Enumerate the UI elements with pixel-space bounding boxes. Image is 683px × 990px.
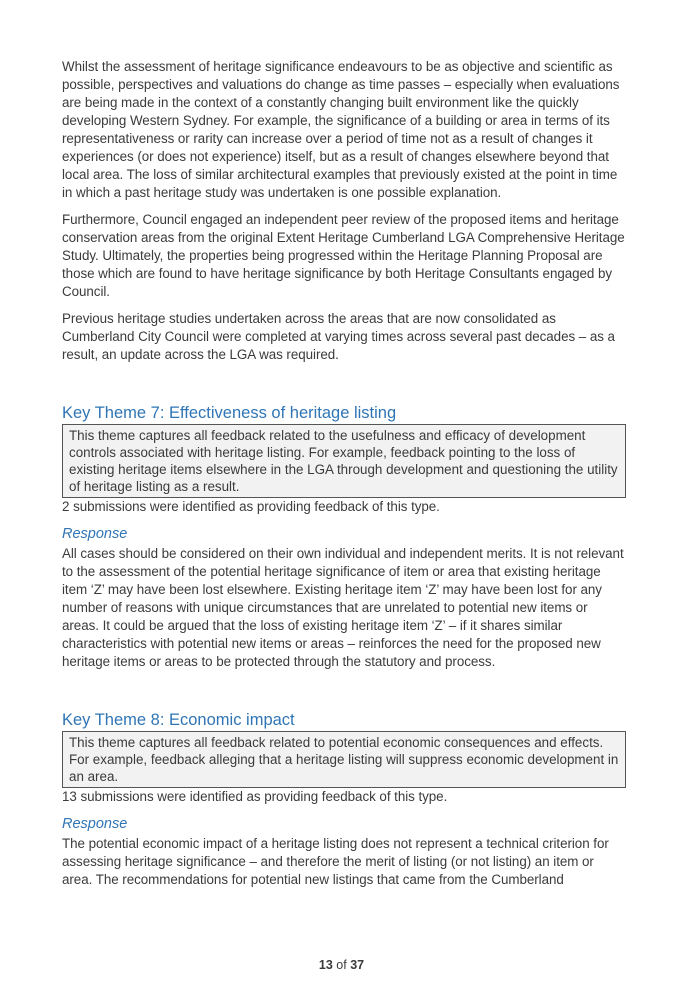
- theme-8-summary: This theme captures all feedback related to potential economic consequences and effects. For example, feedback alleging that a heritage listing will suppress economic development in an area.: [69, 735, 619, 784]
- intro-paragraph-1: Whilst the assessment of heritage significance endeavours to be as objective and scientific as possible, perspectives and valuations do change as time passes – especially when evaluations are being made in the context of a constantly changing built environment like the quickly developing Western Sydney. For example, the significance of a building or area in terms of its representativeness or rarity can increase over a period of time not as a result of changes it experiences (or does not experience) itself, but as a result of changes elsewhere beyond that local area. The loss of similar architectural examples that previously existed at the point in time in which a past heritage study was undertaken is one possible explanation.: [62, 59, 620, 200]
- theme-7-summary-box: [62, 424, 626, 498]
- theme-7-heading: Key Theme 7: Effectiveness of heritage listing: [62, 404, 397, 422]
- theme-8-submission-count: 13 submissions were identified as providing feedback of this type.: [62, 789, 448, 804]
- theme-7-response-heading: Response: [62, 526, 128, 542]
- current-page: 13: [318, 958, 333, 972]
- theme-7-section: [62, 402, 626, 671]
- document-page: [62, 58, 626, 889]
- intro-paragraph-3: Previous heritage studies undertaken across the areas that are now consolidated as Cumberland City Council were completed at varying times across several past decades – as a result, an update across the LGA was required.: [62, 311, 615, 362]
- theme-8-response-heading: Response: [62, 816, 128, 832]
- theme-8-heading: Key Theme 8: Economic impact: [62, 711, 295, 729]
- theme-8-summary-box: [62, 731, 626, 788]
- page-of: of: [336, 958, 347, 972]
- page-number: [0, 958, 683, 972]
- theme-8-section: [62, 709, 626, 889]
- total-pages: 37: [350, 958, 365, 972]
- theme-7-submission-count: 2 submissions were identified as providing feedback of this type.: [62, 499, 440, 514]
- theme-7-summary: This theme captures all feedback related to the usefulness and efficacy of development controls associated with heritage listing. For example, feedback pointing to the loss of existing heritage items elsewhere in the LGA through development and questioning the utility of heritage listing as a result.: [69, 428, 618, 494]
- theme-7-response: All cases should be considered on their own individual and independent merits. It is not relevant to the assessment of the potential heritage significance of item or area that existing heritage item ‘Z’ may have been lost elsewhere. Existing heritage item ‘Z’ may have been lost for any number of reasons with unique circumstances that are unrelated to potential new items or areas. It could be argued that the loss of existing heritage item ‘Z’ – if it shares similar characteristics with potential new items or areas – reinforces the need for the proposed new heritage items or areas to be protected through the statutory and process.: [62, 546, 624, 669]
- theme-8-response: The potential economic impact of a heritage listing does not represent a technical criterion for assessing heritage significance – and therefore the merit of listing (or not listing) an item or area. The recommendations for potential new listings that came from the Cumberland: [62, 836, 609, 887]
- intro-paragraph-2: Furthermore, Council engaged an independent peer review of the proposed items and heritage conservation areas from the original Extent Heritage Cumberland LGA Comprehensive Heritage Study. Ultimately, the properties being progressed within the Heritage Planning Proposal are those which are found to have heritage significance by both Heritage Consultants engaged by Council.: [62, 212, 625, 299]
